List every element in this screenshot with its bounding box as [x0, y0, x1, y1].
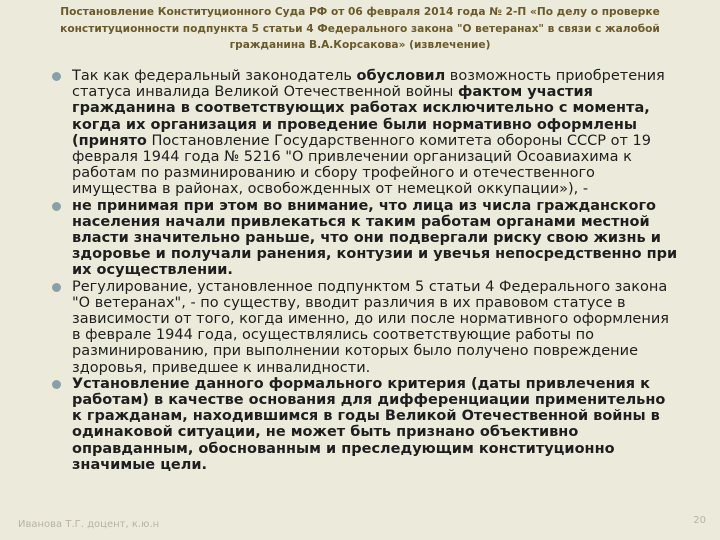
page-number: 20 — [693, 515, 706, 526]
bullet-text-segment-bold: не принимая при этом во внимание, что лица из числа гражданского населения начали привлекаться к таким работам органами местной власти значительно раньше, что они подвергали риску свою жизнь и здоровье и получали ранения, контузии и увечья непосредственно при их осуществлении. — [72, 197, 678, 279]
bullet-dot-icon — [52, 380, 61, 389]
slide-title: Постановление Конституционного Суда РФ от 06 февраля 2014 года № 2-П «По делу о проверке конституционности подпункта 5 статьи 4 Федерального закона "О ветеранах" в связи с жалобой гражданина В.А.Корсакова» (извлечение) — [60, 6, 660, 51]
bullet-dot-icon — [52, 202, 61, 211]
bullet-text-segment: Так как федеральный законодатель — [72, 68, 357, 84]
bullet-text-segment: возможность приобретения статуса инвалида Великой Отечественной войны — [72, 68, 665, 101]
bullet-list — [40, 68, 680, 473]
bullet-item — [40, 279, 680, 376]
bullet-dot-icon — [52, 72, 61, 81]
bullet-text-segment-bold: Установление данного формального критерия (даты привлечения к работам) в качестве основания для дифференциации применительно к гражданам, находившимся в годы Великой Отечественной войны в одинаковой ситуации, не может быть признано объективно оправданным, обоснованным и преследующим конституционно значимые цели. — [72, 375, 666, 473]
bullet-text-segment: Постановление Государственного комитета обороны СССР от 19 февраля 1944 года № 5216 "О привлечении организаций Осоавиахима к работам по разминированию и сбору трофейного и отечественного имущества в районах, освобожденных от немецкой оккупации»), - — [72, 132, 651, 198]
bullet-item — [40, 68, 680, 198]
bullet-dot-icon — [52, 283, 61, 292]
bullet-text-segment-bold: фактом участия гражданина в соответствующих работах исключительно с момента, когда их организация и проведение были нормативно оформлены (принято — [72, 84, 650, 149]
bullet-text-segment: Регулирование, установленное подпунктом 5 статьи 4 Федерального закона "О ветеранах", - по существу, вводит различия в их правовом статусе в зависимости от того, когда именно, до или после нормативного оформления в феврале 1944 года, осуществлялись соответствующие работы по разминированию, при выполнении которых было получено повреждение здоровья, приведшее к инвалидности. — [72, 278, 669, 376]
bullet-item — [40, 376, 680, 473]
bullet-text-segment-bold: обусловил — [356, 68, 446, 84]
bullet-item — [40, 198, 680, 279]
footer-author: Иванова Т.Г. доцент, к.ю.н — [18, 519, 160, 530]
